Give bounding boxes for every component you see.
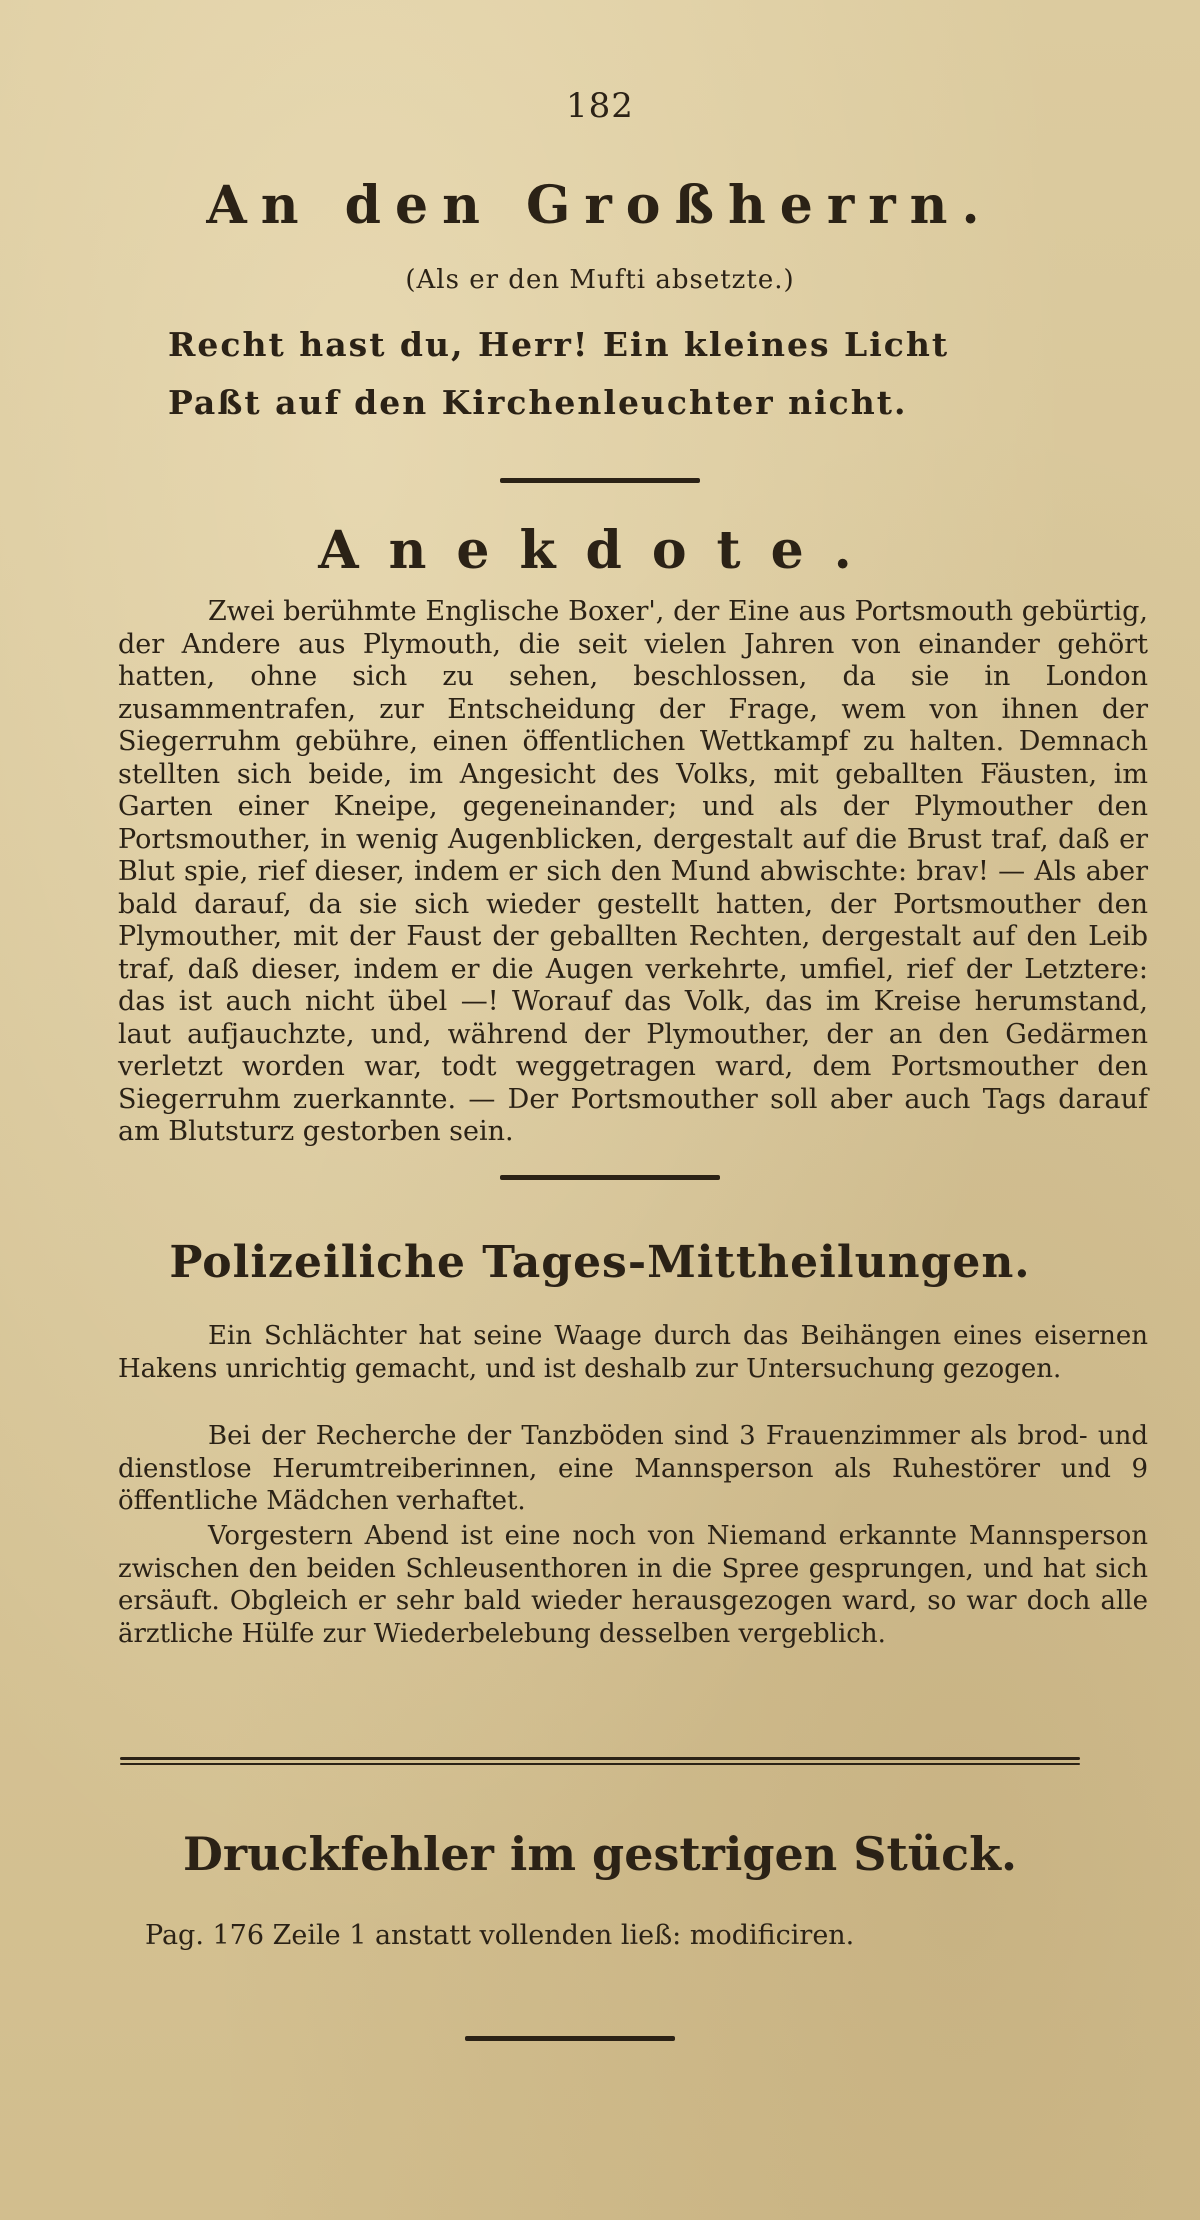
double-rule-bottom	[120, 1763, 1080, 1765]
section-divider	[500, 478, 700, 483]
druckfehler-title: Druckfehler im gestrigen Stück.	[182, 1827, 1018, 1881]
polizei-title: Polizeiliche Tages-Mittheilungen.	[169, 1237, 1031, 1288]
poem-line-1: Recht hast du, Herr! Ein kleines Licht	[168, 325, 950, 364]
poem-line-2: Paßt auf den Kirchenleuchter nicht.	[168, 383, 908, 422]
polizei-item-2: Bei der Recherche der Tanzböden sind 3 Frauenzimmer als brod- und dienstlose Herumtreiberinnen, eine Mannsperson als Ruhestörer und 9 öffentliche Mädchen verhaftet.	[118, 1421, 1148, 1516]
end-divider	[465, 2036, 675, 2041]
poem-title: An den Großherrn.	[206, 175, 994, 236]
polizei-item-3: Vorgestern Abend ist eine noch von Niemand erkannte Mannsperson zwischen den beiden Schleusenthoren in die Spree gesprungen, und hat sich ersäuft. Obgleich er sehr bald wieder herausgezogen ward, so war doch alle ärztliche Hülfe zur Wiederbelebung desselben vergeblich.	[118, 1521, 1148, 1649]
anekdote-title: Anekdote.	[318, 520, 882, 581]
section-divider	[500, 1175, 720, 1180]
polizei-item-1: Ein Schlächter hat seine Waage durch das Beihängen eines eisernen Hakens unrichtig gemacht, und ist deshalb zur Untersuchung gezogen.	[118, 1321, 1148, 1384]
poem-subtitle: (Als er den Mufti absetzte.)	[405, 265, 795, 295]
druckfehler-text: Pag. 176 Zeile 1 anstatt vollenden ließ: modificiren.	[145, 1920, 855, 1951]
anekdote-text: Zwei berühmte Englische Boxer', der Eine aus Portsmouth gebürtig, der Andere aus Plymouth, die seit vielen Jahren von einander gehört hatten, ohne sich zu sehen, beschlossen, da sie in London zusammentrafen, zur Entscheidung der Frage, wem von ihnen der Siegerruhm gebühre, einen öffentlichen Wettkampf zu halten. Demnach stellten sich beide, im Angesicht des Volks, mit geballten Fäusten, im Garten einer Kneipe, gegeneinander; und als der Plymouther den Portsmouther, in wenig Augenblicken, dergestalt auf die Brust traf, daß er Blut spie, rief dieser, indem er sich den Mund abwischte: brav! — Als aber bald darauf, da sie sich wieder gestellt hatten, der Portsmouther den Plymouther, mit der Faust der geballten Rechten, dergestalt auf den Leib traf, daß dieser, indem er die Augen verkehrte, umfiel, rief der Letztere: das ist auch nicht übel —! Worauf das Volk, das im Kreise herumstand, laut aufjauchzte, und, während der Plymouther, der an den Gedärmen verletzt worden war, todt weggetragen ward, dem Portsmouther den Siegerruhm zuerkannte. — Der Portsmouther soll aber auch Tags darauf am Blutsturz gestorben sein.	[118, 596, 1148, 1147]
double-rule-top	[120, 1757, 1080, 1760]
page-number: 182	[566, 86, 634, 126]
